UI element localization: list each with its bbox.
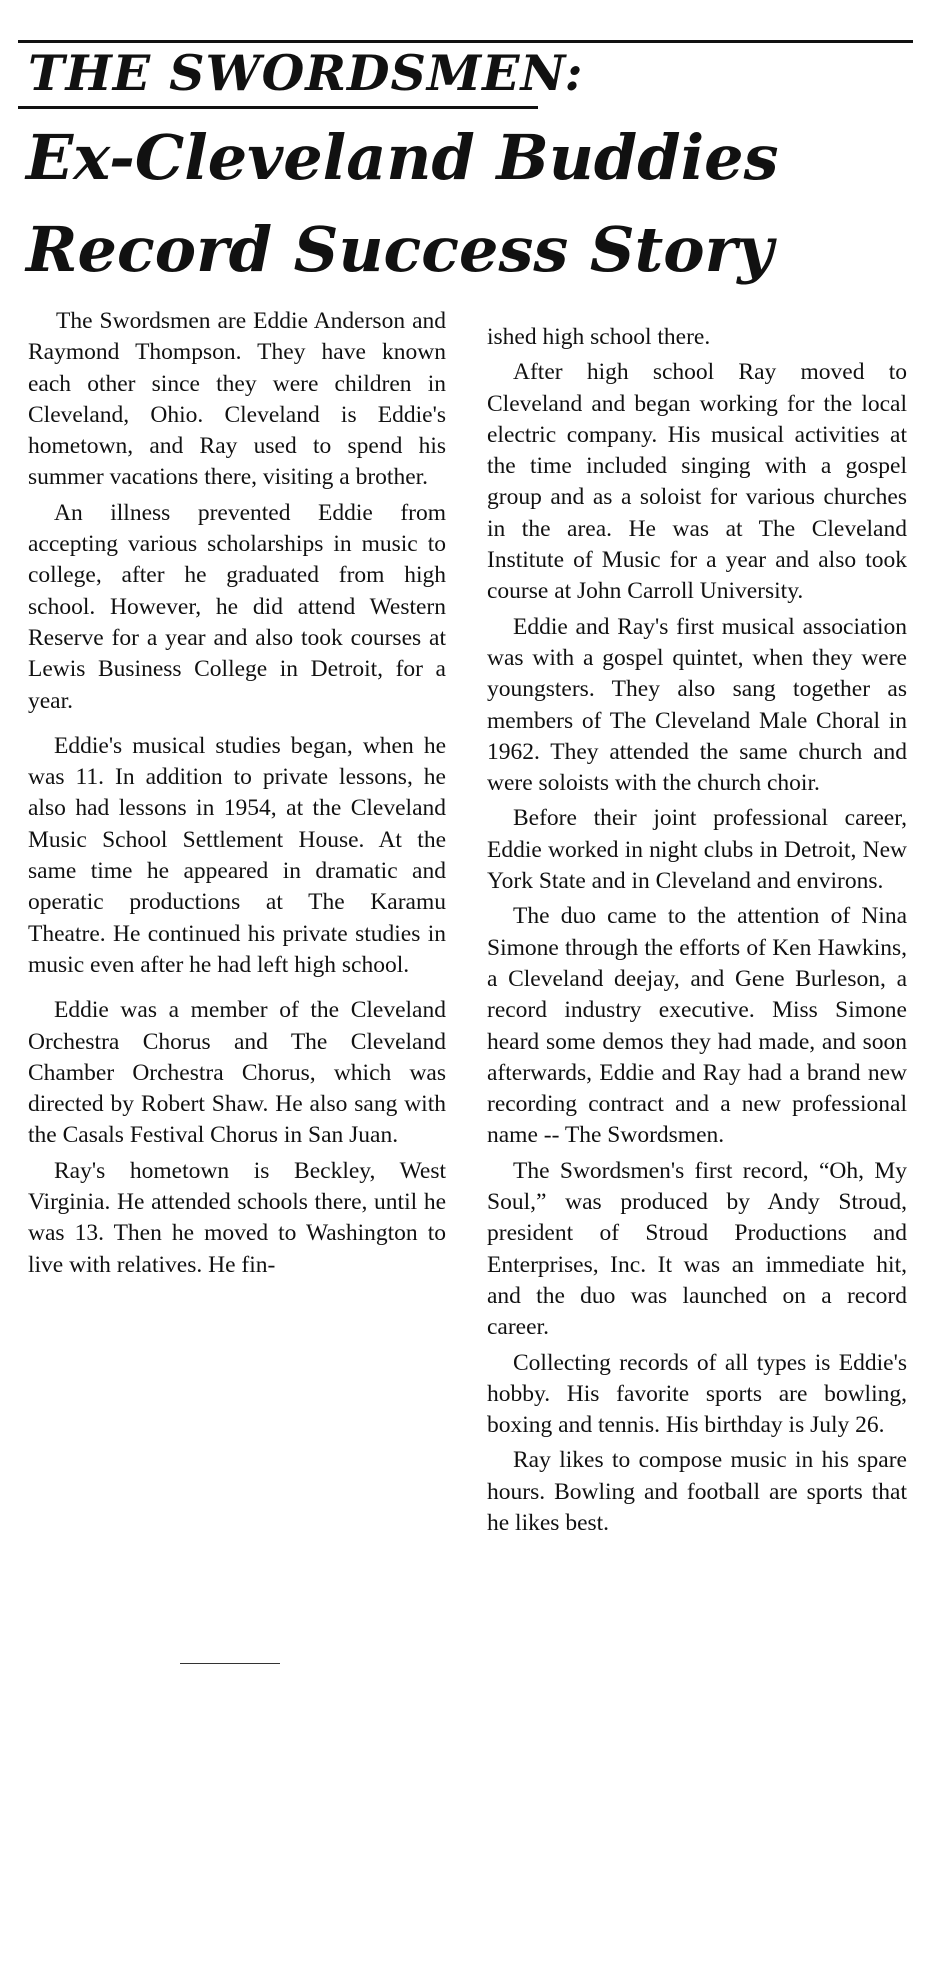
- headline-line-1: Ex-Cleveland Buddies: [26, 121, 779, 194]
- paragraph: Eddie and Ray's first musical association was with a gospel quintet, when they were youngsters. They also sang together as members of The Cleveland Male Choral in 1962. They attended the same church and were soloists with the church choir.: [487, 613, 907, 797]
- top-rule: [18, 40, 913, 43]
- paragraph: Collecting records of all types is Eddie's hobby. His favorite sports are bowling, boxing and tennis. His birthday is July 26.: [487, 1349, 907, 1439]
- paragraph: Before their joint professional career, Eddie worked in night clubs in Detroit, New York State and in Cleveland and environs.: [487, 805, 907, 895]
- paragraph: After high school Ray moved to Cleveland and began working for the local electric company. His musical activities at the time included singing with a gospel group and as a soloist for various churches in the area. He was at The Cleveland Institute of Music for a year and also took course at John Carroll University.: [487, 359, 907, 605]
- paragraph: Ray likes to compose music in his spare hours. Bowling and football are sports that he likes best.: [487, 1447, 907, 1536]
- article-column-left: [28, 306, 446, 1285]
- paragraph: Eddie was a member of the Cleveland Orchestra Chorus and The Cleveland Chamber Orchestra Chorus, which was directed by Robert Shaw. He also sang with the Casals Festival Chorus in San Juan.: [28, 997, 446, 1149]
- paragraph: An illness prevented Eddie from accepting various scholarships in music to college, after he graduated from high school. However, he did attend Western Reserve for a year and also took courses at Lewis Business College in Detroit, for a year.: [28, 499, 446, 714]
- paragraph: Eddie's musical studies began, when he was 11. In addition to private lessons, he also had lessons in 1954, at the Cleveland Music School Settlement House. At the same time he appeared in dramatic and operatic productions at The Karamu Theatre. He continued his private studies in music even after he had left high school.: [28, 732, 446, 978]
- article-kicker: THE SWORDSMEN:: [28, 44, 584, 102]
- article-column-right: [487, 322, 907, 1543]
- headline-line-2: Record Success Story: [26, 213, 774, 286]
- paragraph: The Swordsmen are Eddie Anderson and Raymond Thompson. They have known each other since they were children in Cleveland, Ohio. Cleveland is Eddie's hometown, and Ray used to spend his summer vacations there, visiting a brother.: [28, 308, 446, 491]
- paragraph-continued: ished high school there.: [487, 324, 711, 350]
- paragraph: The Swordsmen's first record, “Oh, My Soul,” was produced by Andy Stroud, president of Stroud Productions and Enterprises, Inc. It was an immediate hit, and the duo was launched on a record career.: [487, 1157, 907, 1341]
- paragraph: Ray's hometown is Beckley, West Virginia. He attended schools there, until he was 13. Then he moved to Washington to live with relatives. He fin-: [28, 1157, 446, 1278]
- kicker-underline: [18, 106, 538, 109]
- column-end-rule: [180, 1663, 280, 1664]
- paragraph: The duo came to the attention of Nina Simone through the efforts of Ken Hawkins, a Cleveland deejay, and Gene Burleson, a record industry executive. Miss Simone heard some demos they had made, and soon afterwards, Eddie and Ray had a brand new recording contract and a new professional name -- The Swordsmen.: [487, 903, 907, 1149]
- article-headline: [26, 112, 779, 296]
